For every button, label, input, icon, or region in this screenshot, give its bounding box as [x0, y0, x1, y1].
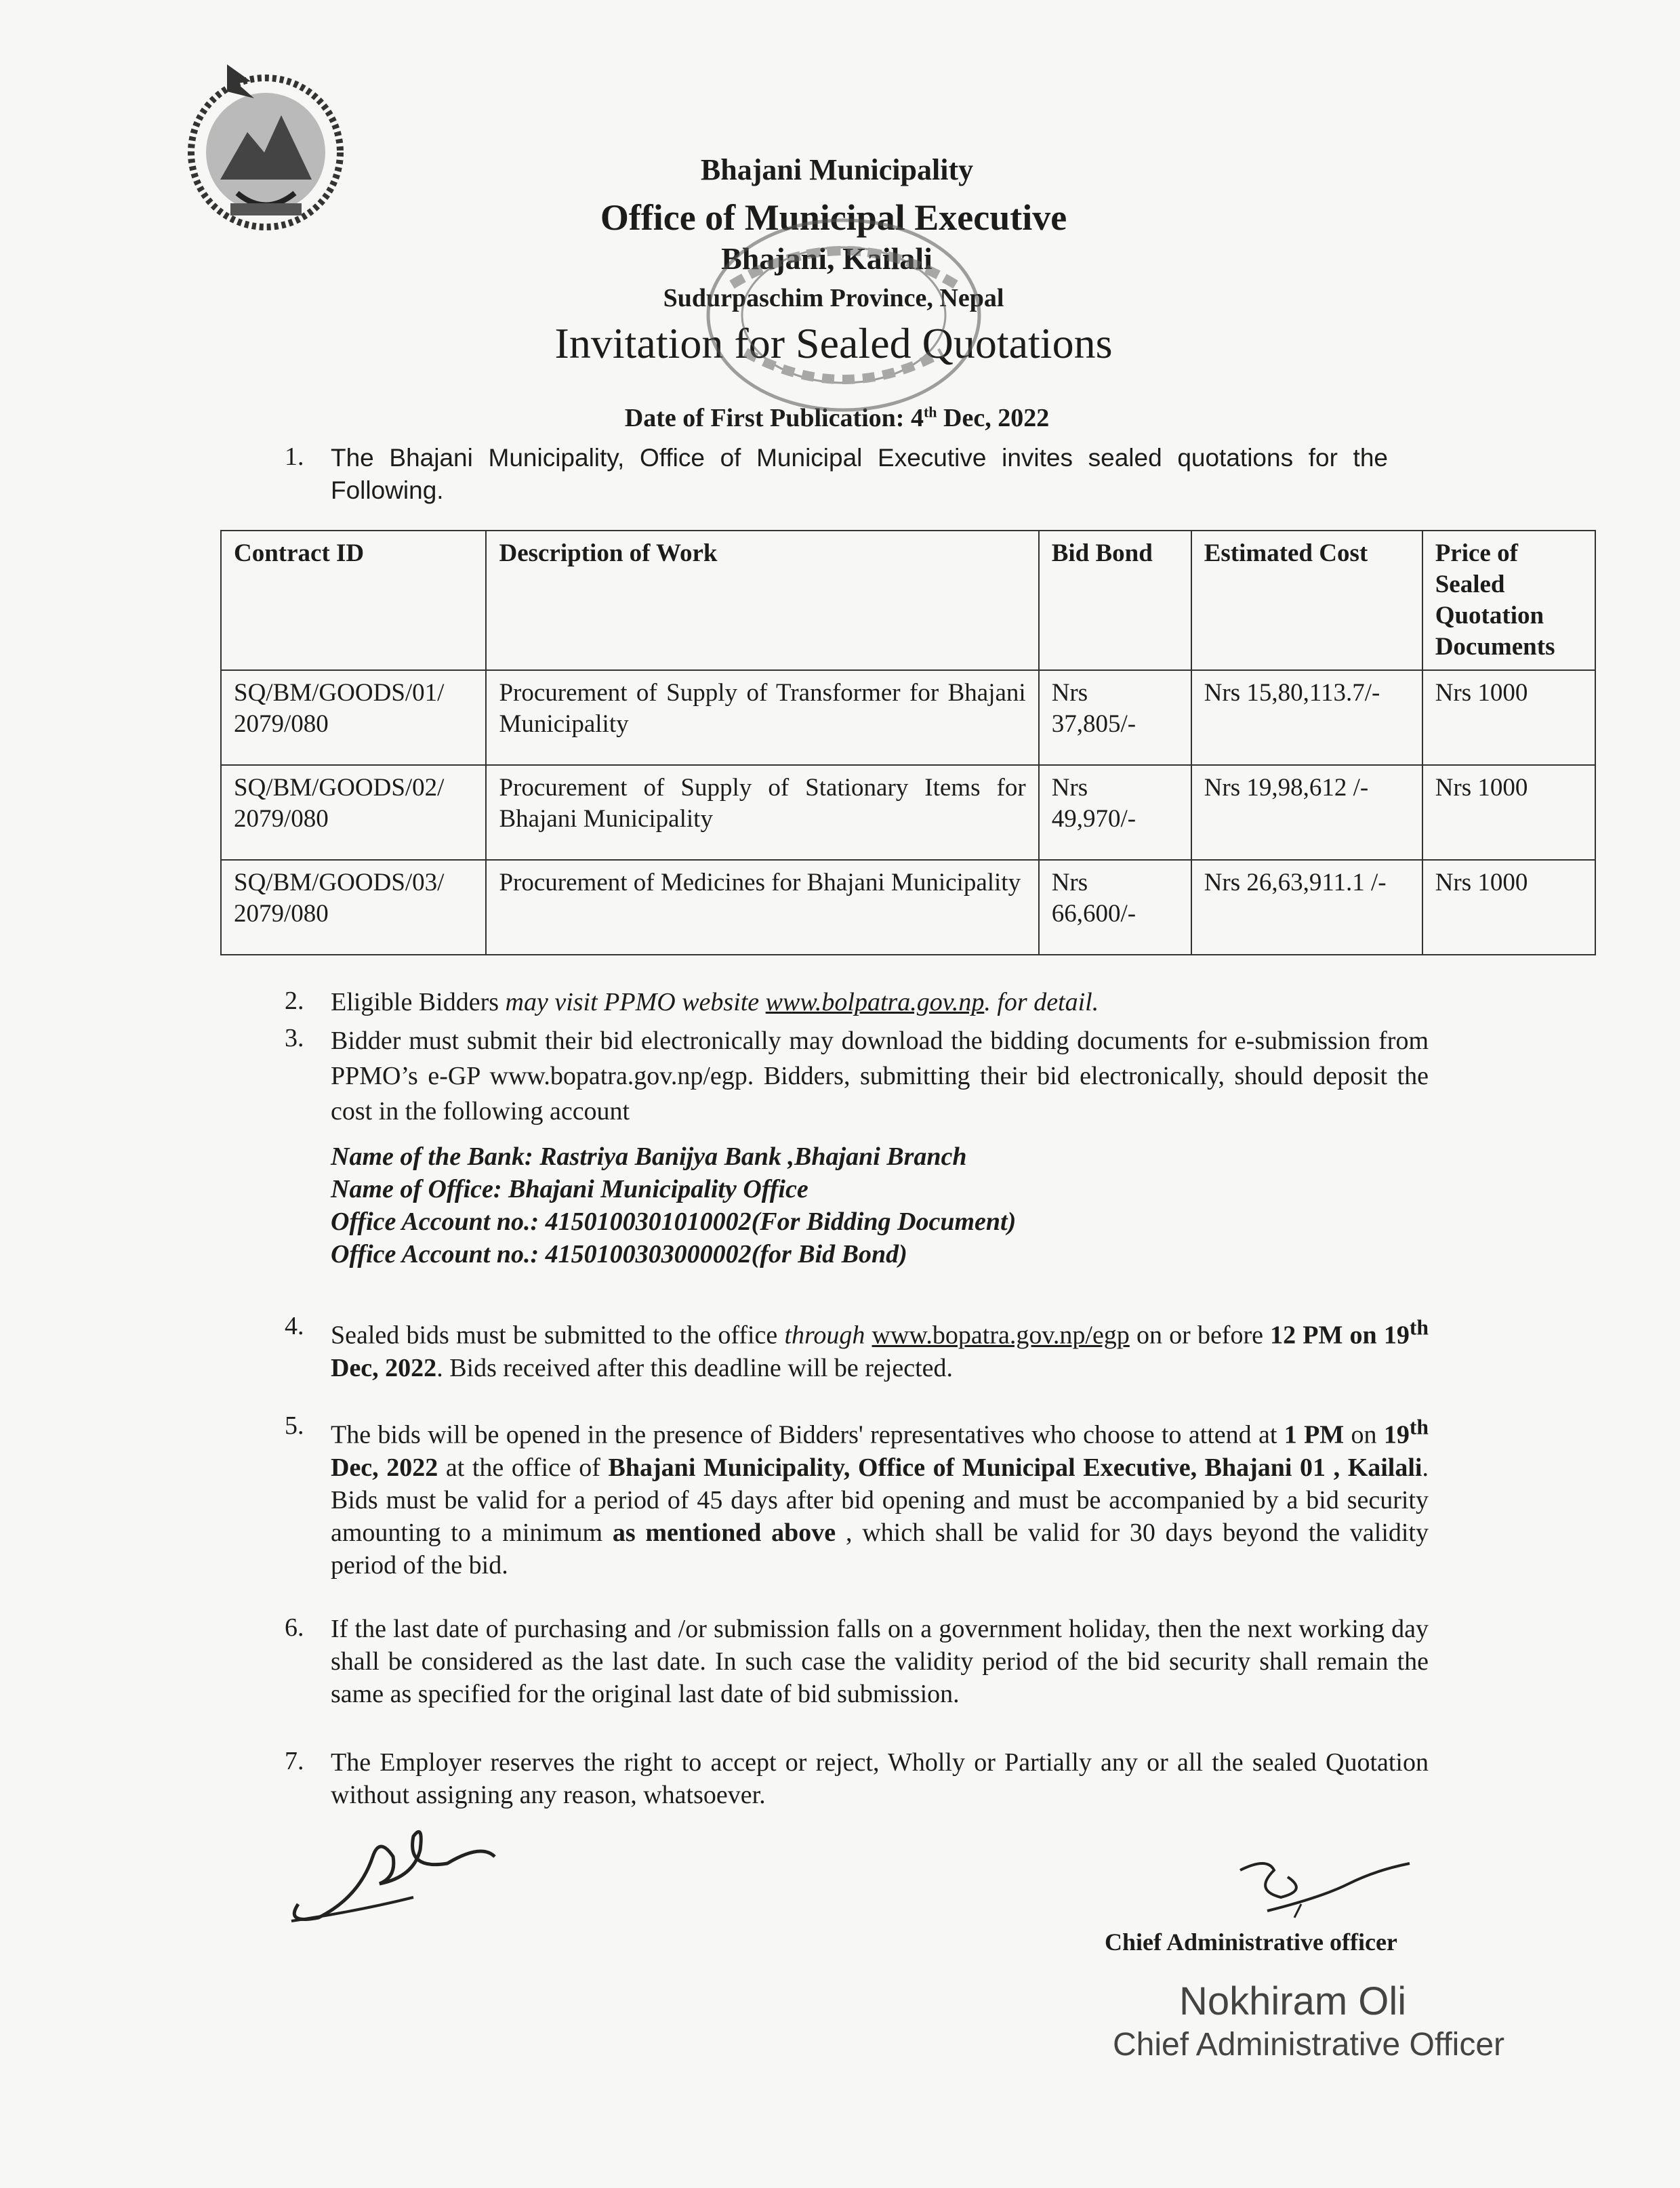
signatory-designation: Chief Administrative officer: [1105, 1928, 1397, 1956]
location: Bhajani, Kailali: [721, 241, 933, 276]
item-7-number: 7.: [285, 1747, 304, 1775]
cell-description: Procurement of Supply of Stationary Items for Bhajani Municipality: [486, 765, 1038, 860]
item-4-text: Sealed bids must be submitted to the office through www.bopatra.gov.np/egp on or before 12 PM on 19th Dec, 2022. Bids received after this deadline will be rejected.: [331, 1315, 1429, 1382]
handwritten-signature-right: [1227, 1843, 1416, 1938]
egp-link[interactable]: www.bopatra.gov.np/egp: [872, 1321, 1130, 1350]
office-stamp: [684, 203, 1003, 427]
header-estimated-cost: Estimated Cost: [1191, 531, 1422, 670]
bank-name-line: Name of the Bank: Rastriya Banijya Bank ,Bhajani Branch: [331, 1142, 967, 1171]
item-1-text: The Bhajani Municipality, Office of Municipal Executive invites sealed quotations for the Following.: [331, 444, 1388, 504]
item-1-number: 1.: [285, 442, 304, 471]
cell-bid-bond: Nrs 49,970/-: [1039, 765, 1191, 860]
signatory-name: Nokhiram Oli: [1179, 1979, 1407, 2023]
cell-contract-id: SQ/BM/GOODS/01/ 2079/080: [221, 670, 486, 765]
cell-estimated-cost: Nrs 19,98,612 /-: [1191, 765, 1422, 860]
item-2-number: 2.: [285, 987, 304, 1015]
item-6-text: If the last date of purchasing and /or submission falls on a government holiday, then the next working day shall be considered as the last date. In such case the validity period of the bid security shall remain the same as specified for the original last date of bid submission.: [331, 1615, 1429, 1708]
header-contract-id: Contract ID: [221, 531, 486, 670]
account-line-bidding: Office Account no.: 4150100301010002(For Bidding Document): [331, 1207, 1017, 1236]
publication-date: Date of First Publication: 4th Dec, 2022: [624, 403, 1050, 432]
cell-description: Procurement of Medicines for Bhajani Municipality: [486, 860, 1038, 955]
cell-bid-bond: Nrs 66,600/-: [1039, 860, 1191, 955]
account-line-bid-bond: Office Account no.: 4150100303000002(for Bid Bond): [331, 1240, 907, 1268]
table-header-row: [221, 531, 1595, 670]
office-name-line: Name of Office: Bhajani Municipality Office: [331, 1175, 808, 1203]
province: Sudurpaschim Province, Nepal: [663, 284, 1004, 312]
cell-estimated-cost: Nrs 15,80,113.7/-: [1191, 670, 1422, 765]
table-row: [221, 670, 1595, 765]
item-2-text: Eligible Bidders may visit PPMO website www.bolpatra.gov.np. for detail.: [331, 988, 1099, 1016]
item-5-text: The bids will be opened in the presence of Bidders' representatives who choose to attend at 1 PM on 19th Dec, 2022 at the office of Bhajani Municipality, Office of Municipal Executive, Bhajani 01 , Kailali. Bids must be valid for a period of 45 days after bid opening and must be accompanied by a bid security amounting to a minimum as mentioned above , which shall be valid for 30 days beyond the validity period of the bid.: [331, 1415, 1429, 1580]
document-title: Invitation for Sealed Quotations: [554, 319, 1113, 367]
table-row: [221, 860, 1595, 955]
cell-price-documents: Nrs 1000: [1422, 765, 1595, 860]
municipality-name: Bhajani Municipality: [700, 153, 974, 186]
item-3-number: 3.: [285, 1024, 304, 1052]
cell-bid-bond: Nrs 37,805/-: [1039, 670, 1191, 765]
bank-details: [331, 1140, 1016, 1271]
item-4-number: 4.: [285, 1312, 304, 1340]
cell-price-documents: Nrs 1000: [1422, 670, 1595, 765]
header-bid-bond: Bid Bond: [1039, 531, 1191, 670]
ppmo-link[interactable]: www.bolpatra.gov.np: [765, 988, 985, 1016]
quotation-table: [220, 530, 1596, 955]
cell-contract-id: SQ/BM/GOODS/02/ 2079/080: [221, 765, 486, 860]
handwritten-signature-left: [278, 1796, 501, 1938]
cell-contract-id: SQ/BM/GOODS/03/ 2079/080: [221, 860, 486, 955]
cell-price-documents: Nrs 1000: [1422, 860, 1595, 955]
item-3-text: Bidder must submit their bid electronically may download the bidding documents for e-submission from PPMO’s e-GP www.bopatra.gov.np/egp. Bidders, submitting their bid electronically, should deposit the cost in the following account: [331, 1027, 1429, 1126]
item-7-text: The Employer reserves the right to accept or reject, Wholly or Partially any or all the sealed Quotation without assigning any reason, whatsoever.: [331, 1748, 1429, 1809]
table-row: [221, 765, 1595, 860]
header-price-documents: Price of Sealed Quotation Documents: [1422, 531, 1595, 670]
cell-description: Procurement of Supply of Transformer for Bhajani Municipality: [486, 670, 1038, 765]
signatory-title: Chief Administrative Officer: [1113, 2027, 1504, 2063]
header-description: Description of Work: [486, 531, 1038, 670]
item-5-number: 5.: [285, 1411, 304, 1440]
cell-estimated-cost: Nrs 26,63,911.1 /-: [1191, 860, 1422, 955]
item-6-number: 6.: [285, 1613, 304, 1642]
office-name: Office of Municipal Executive: [600, 197, 1067, 238]
